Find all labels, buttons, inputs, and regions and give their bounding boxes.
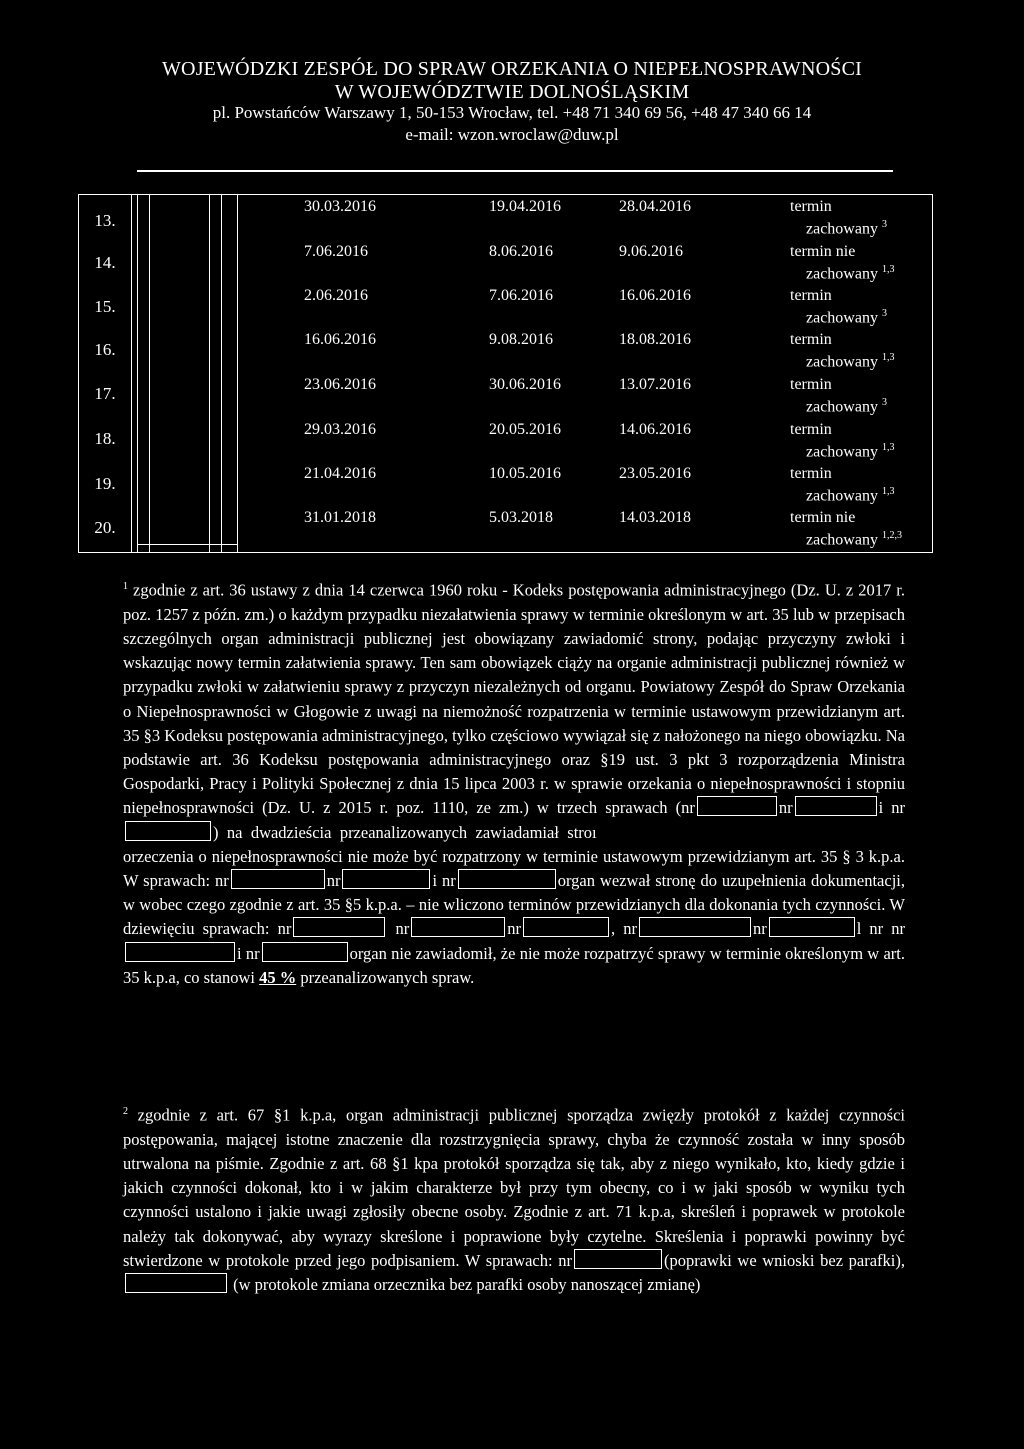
case-nr-label: nr [326, 870, 341, 890]
status-text: termin [790, 421, 832, 438]
case-nr-label: , nr [610, 919, 637, 939]
status-text: termin [790, 198, 832, 215]
date-decision: 16.06.2016 [619, 287, 691, 304]
row-number: 13. [94, 211, 116, 230]
case-nr-label: i nr [432, 870, 456, 890]
status-text: termin nie [790, 243, 856, 260]
status-text-2: zachowany $^{1,3}$ [806, 486, 895, 505]
header-region: W WOJEWÓDZTWIE DOLNOŚLĄSKIM [334, 81, 690, 103]
footnote-1-text-5: organ nie zawiadomił, że nie może rozpatrzyć sprawy w terminie określonym w art. 35 k.p.a, co stanowi [123, 943, 905, 987]
table-row [79, 241, 932, 286]
status-text: termin [790, 287, 832, 304]
redacted-box [795, 796, 877, 816]
footnote-ref: 3 [881, 219, 887, 230]
date-decision: 13.07.2016 [619, 376, 691, 393]
redacted-box [125, 821, 211, 841]
header-address: pl. Powstańców Warszawy 1, 50-153 Wrocław, tel. +48 71 340 69 56, +48 47 340 66 14 [212, 103, 812, 122]
table-row [79, 329, 932, 374]
header-email: e-mail: wzon.wroclaw@duw.pl [405, 125, 619, 144]
status-text-2: zachowany $^{1,2,3}$ [806, 530, 902, 549]
footnote-1-text-6: przeanalizowanych spraw. [300, 967, 475, 987]
date-submitted: 23.06.2016 [304, 376, 376, 393]
case-nr-label: nr [778, 798, 793, 818]
date-decision: 9.06.2016 [619, 243, 683, 260]
date-submitted: 2.06.2016 [304, 287, 368, 304]
header-institution-name: WOJEWÓDZKI ZESPÓŁ DO SPRAW ORZEKANIA O NIEPEŁNOSPRAWNOŚCI [161, 58, 863, 80]
date-examination: 8.06.2016 [489, 243, 553, 260]
date-submitted: 21.04.2016 [304, 465, 376, 482]
case-nr-label: nr [752, 919, 767, 939]
case-nr-label: i nr [237, 943, 260, 963]
date-decision: 23.05.2016 [619, 465, 691, 482]
date-examination: 19.04.2016 [489, 198, 561, 215]
redacted-box [769, 917, 855, 937]
footnote-1-text-4: organ wezwał stronę do uzupełnienia dokumentacji, w wobec czego zgodnie z art. 35 §5 k.p.a. – nie wliczono terminów przewidzianych dla dokonania tych czynności. W dziewięciu sprawach: nr [123, 870, 905, 939]
date-decision: 14.06.2016 [619, 421, 691, 438]
status-text: termin [790, 465, 832, 482]
footnote-ref: 1,3 [881, 486, 895, 497]
redacted-box [639, 917, 751, 937]
case-nr-label: nr [891, 919, 906, 939]
redacted-box [574, 1249, 662, 1269]
date-examination: 30.06.2016 [489, 376, 561, 393]
date-examination: 9.08.2016 [489, 331, 553, 348]
redacted-box [523, 917, 609, 937]
row-number: 16. [94, 340, 116, 359]
date-examination: 10.05.2016 [489, 465, 561, 482]
redacted-box [458, 869, 556, 889]
date-submitted: 7.06.2016 [304, 243, 368, 260]
footnote-2-text: zgodnie z art. 67 §1 k.p.a, organ administracji publicznej sporządza zwięzły protokół z każdej czynności postępowania, mającej istotne znaczenie dla rozstrzygnięcia sprawy, chyba że czynność została w inny sposób utrwalona na piśmie. Zgodnie z art. 68 §1 kpa protokół sporządza się tak, aby z niego wynikało, kto, kiedy gdzie i jakich czynności dokonał, kto i w jakim charakterze był przy tym obecny, co i w jaki sposób w wyniku tych czynności ustalono i jakie uwagi zgłosiły obecne osoby. Zgodnie z art. 71 k.p.a, skreśleń i poprawek w protokole należy tak dokonywać, aby wyrazy skreślone i poprawione były czytelne. Skreślenia i poprawki powinny być stwierdzone w protokole przed jego podpisaniem. W sprawach: nr [123, 1105, 905, 1270]
footnote-ref: 1,3 [881, 264, 895, 275]
footnote-1-text-2: ) na dwadzieścia przeanalizowanych zawiadamiał stroı [213, 822, 597, 842]
row-number: 19. [94, 474, 116, 493]
row-number: 15. [94, 297, 116, 316]
header-divider [137, 170, 893, 172]
date-decision: 18.08.2016 [619, 331, 691, 348]
case-nr-label: i nr [878, 798, 905, 818]
row-number: 17. [94, 384, 116, 403]
table-row [79, 463, 932, 508]
status-text-2: zachowany $^3$ [806, 397, 887, 416]
status-text: termin [790, 331, 832, 348]
footnote-1-text-3: orzeczenia o niepełnosprawności nie może być rozpatrzony w terminie ustawowym przewidzianym art. 35 § 3 k.p.a. W sprawach: nr [123, 846, 905, 890]
status-text-2: zachowany $^{1,3}$ [806, 352, 895, 371]
table-row [79, 507, 932, 552]
redacted-box [697, 796, 777, 816]
date-decision: 28.04.2016 [619, 198, 691, 215]
date-examination: 20.05.2016 [489, 421, 561, 438]
status-text-2: zachowany $^{1,3}$ [806, 264, 895, 283]
case-nr-label: nr [507, 919, 521, 939]
table-row [79, 196, 932, 241]
status-text-2: zachowany $^3$ [806, 219, 887, 238]
footnote-1 [123, 575, 905, 990]
redacted-box [293, 917, 385, 937]
date-submitted: 31.01.2018 [304, 509, 376, 526]
redacted-box [411, 917, 505, 937]
footnote-ref: 3 [881, 308, 887, 319]
footnote-2-text-3: (w protokole zmiana orzecznika bez parafki osoby nanoszącej zmianę) [233, 1274, 701, 1294]
redacted-box [125, 942, 235, 962]
date-submitted: 29.03.2016 [304, 421, 376, 438]
status-text-2: zachowany $^3$ [806, 308, 887, 327]
row-number: 20. [94, 518, 116, 537]
footnote-ref: 1,2,3 [881, 530, 902, 541]
footnote-mark: 2 [123, 1106, 128, 1117]
date-submitted: 16.06.2016 [304, 331, 376, 348]
footnote-ref: 1,3 [881, 352, 895, 363]
row-number: 18. [94, 429, 116, 448]
footnote-1-text: zgodnie z art. 36 ustawy z dnia 14 czerwca 1960 roku - Kodeks postępowania administracyjnego (Dz. U. z 2017 r. poz. 1257 z późn. zm.) o każdym przypadku niezałatwienia sprawy w terminie określonym w art. 35 lub w przepisach szczególnych organ administracji publicznej jest obowiązany zawiadomić strony, podając przyczyny zwłoki i wskazując nowy termin załatwienia sprawy. Ten sam obowiązek ciąży na organie administracji publicznej również w przypadku zwłoki w załatwieniu sprawy z przyczyn niezależnych od organu. Powiatowy Zespół do Spraw Orzekania o Niepełnosprawności w Głogowie z uwagi na niemożność rozpatrzenia w terminie ustawowym przewidzianym art. 35 §3 Kodeksu postępowania administracyjnego, tylko częściowo wywiązał się z nałożonego na niego obowiązku. Na podstawie art. 36 Kodeksu postępowania administracyjnego oraz §19 ust. 3 pkt 3 rozporządzenia Ministra Gospodarki, Pracy i Polityki Społecznej z dnia 15 lipca 2003 r. w sprawie orzekania o niepełnosprawności i stopniu niepełnosprawności (Dz. U. z 2015 r. poz. 1110, ze zm.) w trzech sprawach (nr [123, 580, 906, 818]
redacted-box [262, 942, 348, 962]
cases-table [78, 194, 933, 553]
redacted-box [231, 869, 325, 889]
footnote-2-text-2: (poprawki we wnioski bez parafki), [663, 1250, 906, 1270]
date-decision: 14.03.2018 [619, 509, 691, 526]
table-row [79, 419, 932, 464]
date-examination: 7.06.2016 [489, 287, 553, 304]
date-submitted: 30.03.2016 [304, 198, 376, 215]
footnote-mark: 1 [123, 581, 128, 592]
table-row [79, 285, 932, 330]
table-row [79, 374, 932, 419]
redacted-box [342, 869, 430, 889]
footnote-ref: 3 [881, 397, 887, 408]
status-text: termin nie [790, 509, 856, 526]
footnote-2 [123, 1100, 905, 1297]
case-nr-label: l nr [856, 919, 884, 939]
date-examination: 5.03.2018 [489, 509, 553, 526]
percentage-value: 45 % [259, 967, 297, 987]
footnote-ref: 1,3 [881, 442, 895, 453]
row-number: 14. [94, 253, 116, 272]
case-nr-label: nr [395, 919, 410, 939]
redacted-box [125, 1273, 227, 1293]
status-text-2: zachowany $^{1,3}$ [806, 442, 895, 461]
status-text: termin [790, 376, 832, 393]
